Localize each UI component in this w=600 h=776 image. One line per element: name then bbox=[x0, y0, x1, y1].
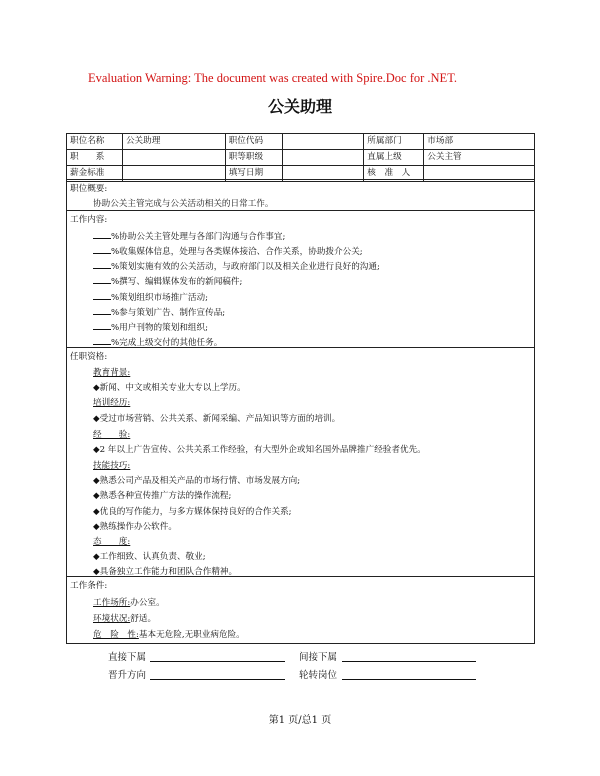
list-item: ◆熟悉各种宣传推广方法的操作流程; bbox=[93, 491, 232, 501]
table-cell bbox=[282, 134, 364, 150]
environment-line: 环境状况:舒适。 bbox=[93, 614, 157, 624]
work-section bbox=[66, 210, 535, 348]
list-item: ◆熟练操作办公软件。 bbox=[93, 522, 177, 532]
table-cell: 公关主管 bbox=[424, 150, 535, 166]
experience-title: 经 验: bbox=[93, 430, 131, 440]
table-cell: 职 系 bbox=[67, 150, 123, 166]
list-item: %策划实施有效的公关活动，与政府部门以及相关企业进行良好的沟通; bbox=[93, 259, 380, 272]
page-footer: 第1 页/总1 页 bbox=[268, 715, 332, 726]
overview-heading: 职位概要: bbox=[70, 184, 108, 194]
list-item: ◆熟悉公司产品及相关产品的市场行情、市场发展方向; bbox=[93, 476, 301, 486]
training-title: 培训经历: bbox=[93, 398, 131, 408]
table-cell: 填写日期 bbox=[225, 166, 282, 182]
table-cell: 直属上级 bbox=[364, 150, 424, 166]
list-item: ◆具备独立工作能力和团队合作精神。 bbox=[93, 567, 238, 577]
conditions-section bbox=[66, 576, 535, 644]
experience-text: ◆2 年以上广告宣传、公共关系工作经验，有大型外企或知名国外品牌推广经验者优先。 bbox=[93, 445, 426, 455]
education-title: 教育背景: bbox=[93, 368, 131, 378]
table-row bbox=[67, 134, 535, 150]
conditions-heading: 工作条件: bbox=[70, 581, 108, 591]
table-cell: 公关助理 bbox=[122, 134, 225, 150]
training-text: ◆受过市场营销、公共关系、新闻采编、产品知识等方面的培训。 bbox=[93, 414, 341, 424]
rotation-label: 轮转岗位 bbox=[299, 670, 338, 681]
work-heading: 工作内容: bbox=[70, 215, 108, 225]
attitude-title: 态 度: bbox=[93, 537, 131, 547]
list-item: %撰写、编辑媒体发布的新闻稿件; bbox=[93, 274, 242, 287]
table-cell: 职位代码 bbox=[225, 134, 282, 150]
rotation-field[interactable] bbox=[342, 679, 476, 680]
list-item: %协助公关主管处理与各部门沟通与合作事宜; bbox=[93, 229, 285, 242]
list-item: ◆工作细致、认真负责、敬业; bbox=[93, 552, 206, 562]
table-cell: 市场部 bbox=[424, 134, 535, 150]
table-cell bbox=[282, 150, 364, 166]
promotion-label: 晋升方向 bbox=[108, 670, 147, 681]
promotion-field[interactable] bbox=[150, 679, 285, 680]
risk-line: 危 险 性:基本无危险,无职业病危险。 bbox=[93, 630, 245, 640]
list-item: %策划组织市场推广活动; bbox=[93, 290, 208, 303]
overview-section bbox=[66, 179, 535, 211]
table-cell: 职位名称 bbox=[67, 134, 123, 150]
list-item: ◆优良的写作能力，与多方媒体保持良好的合作关系; bbox=[93, 507, 292, 517]
qualifications-section bbox=[66, 347, 535, 577]
evaluation-warning: Evaluation Warning: The document was created with Spire.Doc for .NET. bbox=[88, 71, 458, 85]
table-row bbox=[67, 150, 535, 166]
direct-subordinate-label: 直接下属 bbox=[108, 652, 147, 663]
info-table bbox=[66, 133, 535, 182]
list-item: %完成上级交付的其他任务。 bbox=[93, 335, 222, 348]
indirect-subordinate-label: 间接下属 bbox=[299, 652, 338, 663]
overview-text: 协助公关主管完成与公关活动相关的日常工作。 bbox=[93, 199, 274, 209]
workplace-line: 工作场所:办公室。 bbox=[93, 598, 165, 608]
list-item: %参与策划广告、制作宣传品; bbox=[93, 305, 225, 318]
table-cell: 职等职级 bbox=[225, 150, 282, 166]
table-cell: 所属部门 bbox=[364, 134, 424, 150]
indirect-subordinate-field[interactable] bbox=[342, 661, 476, 662]
list-item: %用户刊物的策划和组织; bbox=[93, 320, 208, 333]
list-item: %收集媒体信息，处理与各类媒体接洽、合作关系，协助拨介公关; bbox=[93, 244, 363, 257]
education-text: ◆新闻、中文或相关专业大专以上学历。 bbox=[93, 383, 246, 393]
skills-title: 技能技巧: bbox=[93, 461, 131, 471]
direct-subordinate-field[interactable] bbox=[150, 661, 285, 662]
table-cell bbox=[122, 150, 225, 166]
table-cell: 薪金标准 bbox=[67, 166, 123, 182]
page-title: 公关助理 bbox=[267, 97, 332, 116]
qualifications-heading: 任职资格: bbox=[70, 352, 108, 362]
table-cell: 核 准 人 bbox=[364, 166, 424, 182]
